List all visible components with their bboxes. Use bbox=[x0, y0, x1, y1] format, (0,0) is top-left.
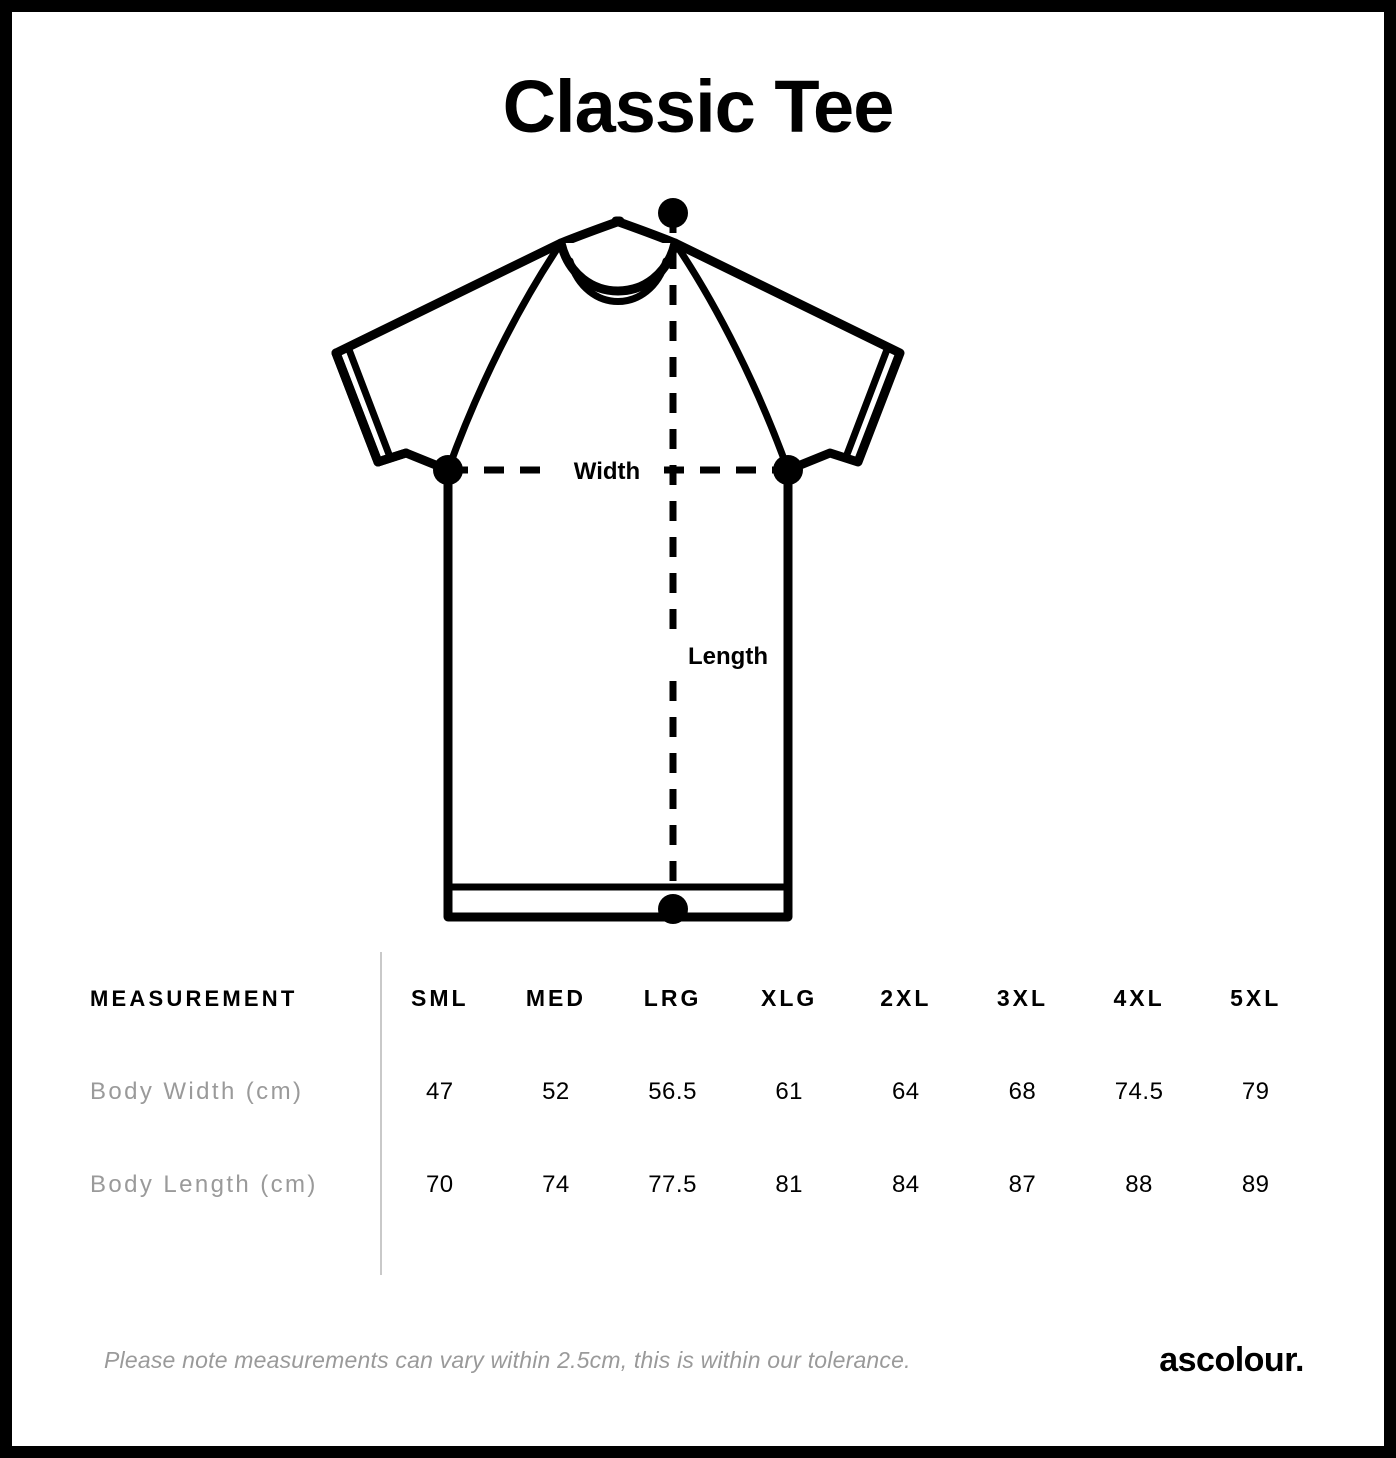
length-top-point bbox=[658, 198, 688, 228]
cell-body-width-5xl: 79 bbox=[1241, 1077, 1270, 1105]
cell-body-width-4xl: 74.5 bbox=[1114, 1077, 1164, 1105]
length-label: Length bbox=[688, 643, 768, 670]
cell-body-length-med: 74 bbox=[542, 1170, 570, 1198]
cell-body-length-5xl: 89 bbox=[1241, 1170, 1270, 1198]
column-header-4xl: 4XL bbox=[1113, 985, 1165, 1011]
cell-body-length-lrg: 77.5 bbox=[648, 1170, 697, 1198]
cell-body-width-lrg: 56.5 bbox=[648, 1077, 697, 1105]
width-label: Width bbox=[573, 458, 641, 485]
width-right-point bbox=[773, 455, 803, 485]
column-header-5xl: 5XL bbox=[1230, 985, 1282, 1011]
cell-body-length-2xl: 84 bbox=[891, 1170, 920, 1198]
row-label-body-width: Body Width (cm) bbox=[90, 1045, 381, 1138]
measurements-table-wrap bbox=[90, 952, 1314, 1275]
cell-body-length-sml: 70 bbox=[425, 1170, 454, 1198]
cell-body-width-2xl: 64 bbox=[891, 1077, 920, 1105]
cell-body-length-3xl: 87 bbox=[1008, 1170, 1037, 1198]
column-header-3xl: 3XL bbox=[996, 985, 1049, 1011]
cell-body-width-xlg: 61 bbox=[775, 1077, 804, 1105]
cell-body-width-med: 52 bbox=[542, 1077, 570, 1105]
column-header-sml: SML bbox=[411, 985, 469, 1011]
table-spacer-row bbox=[90, 1231, 1314, 1275]
table-row bbox=[90, 1138, 1314, 1231]
cell-body-length-xlg: 81 bbox=[775, 1170, 804, 1198]
cell-body-length-4xl: 88 bbox=[1125, 1170, 1153, 1198]
column-header-med: MED bbox=[525, 985, 586, 1011]
tshirt-diagram bbox=[12, 187, 1384, 947]
table-header-row bbox=[90, 952, 1314, 1045]
cell-body-width-sml: 47 bbox=[425, 1077, 454, 1105]
table-head bbox=[90, 952, 1314, 1045]
tshirt-outline-icon bbox=[318, 187, 1078, 947]
brand-logo: ascolour. bbox=[1159, 1341, 1304, 1379]
tolerance-note: Please note measurements can vary within 2.5cm, this is within our tolerance. bbox=[104, 1347, 911, 1373]
column-header-lrg: LRG bbox=[643, 985, 702, 1011]
measurements-table bbox=[90, 952, 1314, 1275]
table-spacer-cell bbox=[381, 1231, 1314, 1275]
table-spacer-cell bbox=[90, 1231, 381, 1275]
table-row bbox=[90, 1045, 1314, 1138]
cell-body-width-3xl: 68 bbox=[1008, 1077, 1037, 1105]
table-body bbox=[90, 1045, 1314, 1275]
page-title: Classic Tee bbox=[502, 65, 894, 148]
column-header-2xl: 2XL bbox=[880, 985, 932, 1011]
row-label-body-length: Body Length (cm) bbox=[90, 1138, 381, 1231]
column-header-measurement: MEASUREMENT bbox=[90, 952, 381, 1045]
chart-inner-frame bbox=[12, 12, 1384, 1446]
column-header-xlg: XLG bbox=[761, 985, 818, 1011]
width-left-point bbox=[433, 455, 463, 485]
length-bottom-point bbox=[658, 894, 688, 924]
